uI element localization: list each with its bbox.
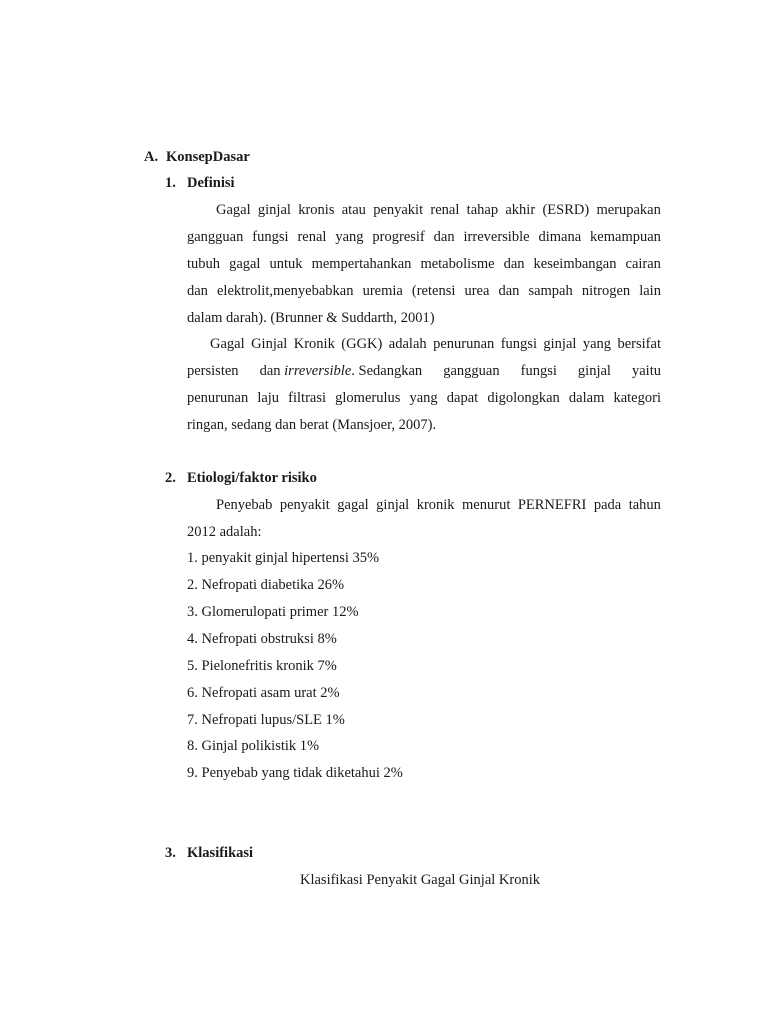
etiologi-heading <box>165 469 317 487</box>
etiologi-intro-line2: 2012 adalah: <box>187 524 262 540</box>
definisi-para1-line3: tubuh gagal untuk mempertahankan metabolisme dan keseimbangan cairan <box>187 256 661 272</box>
klasifikasi-title: Klasifikasi <box>187 845 254 861</box>
para2-word: . Sedangkan <box>351 363 423 379</box>
etiologi-list-item: 8. Ginjal polikistik 1% <box>187 738 320 754</box>
para2-word: yaitu <box>632 363 661 379</box>
etiologi-list-item: 4. Nefropati obstruksi 8% <box>187 631 337 647</box>
section-marker: A. <box>144 149 159 165</box>
etiologi-list-item: 3. Glomerulopati primer 12% <box>187 604 359 620</box>
section-title: KonsepDasar <box>166 149 250 165</box>
etiologi-list-item: 6. Nefropati asam urat 2% <box>187 685 340 701</box>
klasifikasi-caption: Klasifikasi Penyakit Gagal Ginjal Kronik <box>300 872 541 888</box>
para2-word: fungsi <box>520 363 557 379</box>
definisi-para2-line1: Gagal Ginjal Kronik (GGK) adalah penurunan fungsi ginjal yang bersifat <box>210 336 661 352</box>
etiologi-list-item: 7. Nefropati lupus/SLE 1% <box>187 712 345 728</box>
definisi-para2-line3: penurunan laju filtrasi glomerulus yang dapat digolongkan dalam kategori <box>187 390 661 406</box>
etiologi-title: Etiologi/faktor risiko <box>187 470 317 486</box>
para2-phrase <box>260 362 423 380</box>
definisi-para1-line1: Gagal ginjal kronis atau penyakit renal tahap akhir (ESRD) merupakan <box>216 202 661 218</box>
klasifikasi-marker: 3. <box>165 845 176 861</box>
klasifikasi-heading <box>165 844 253 862</box>
etiologi-list-item: 5. Pielonefritis kronik 7% <box>187 658 337 674</box>
etiologi-list-item: 1. penyakit ginjal hipertensi 35% <box>187 550 380 566</box>
definisi-heading <box>165 174 235 192</box>
para2-word: persisten <box>187 363 239 379</box>
definisi-para1-line2: gangguan fungsi renal yang progresif dan irreversible dimana kemampuan <box>187 229 661 245</box>
definisi-para2-line4: ringan, sedang dan berat (Mansjoer, 2007). <box>187 417 437 433</box>
definisi-para2-line2 <box>187 362 661 380</box>
para2-italic-word: irreversible <box>284 363 352 379</box>
etiologi-intro-line1: Penyebab penyakit gagal ginjal kronik menurut PERNEFRI pada tahun <box>216 497 661 513</box>
definisi-marker: 1. <box>165 175 176 191</box>
definisi-title: Definisi <box>187 175 235 191</box>
etiologi-list-item: 2. Nefropati diabetika 26% <box>187 577 345 593</box>
para2-word: dan <box>259 363 281 379</box>
definisi-para1-line5: dalam darah). (Brunner & Suddarth, 2001) <box>187 310 435 326</box>
para2-word: ginjal <box>577 363 611 379</box>
etiologi-marker: 2. <box>165 470 176 486</box>
etiologi-list-item: 9. Penyebab yang tidak diketahui 2% <box>187 765 403 781</box>
definisi-para1-line4: dan elektrolit,menyebabkan uremia (retensi urea dan sampah nitrogen lain <box>187 283 661 299</box>
section-heading <box>144 148 250 166</box>
para2-word: gangguan <box>443 363 500 379</box>
